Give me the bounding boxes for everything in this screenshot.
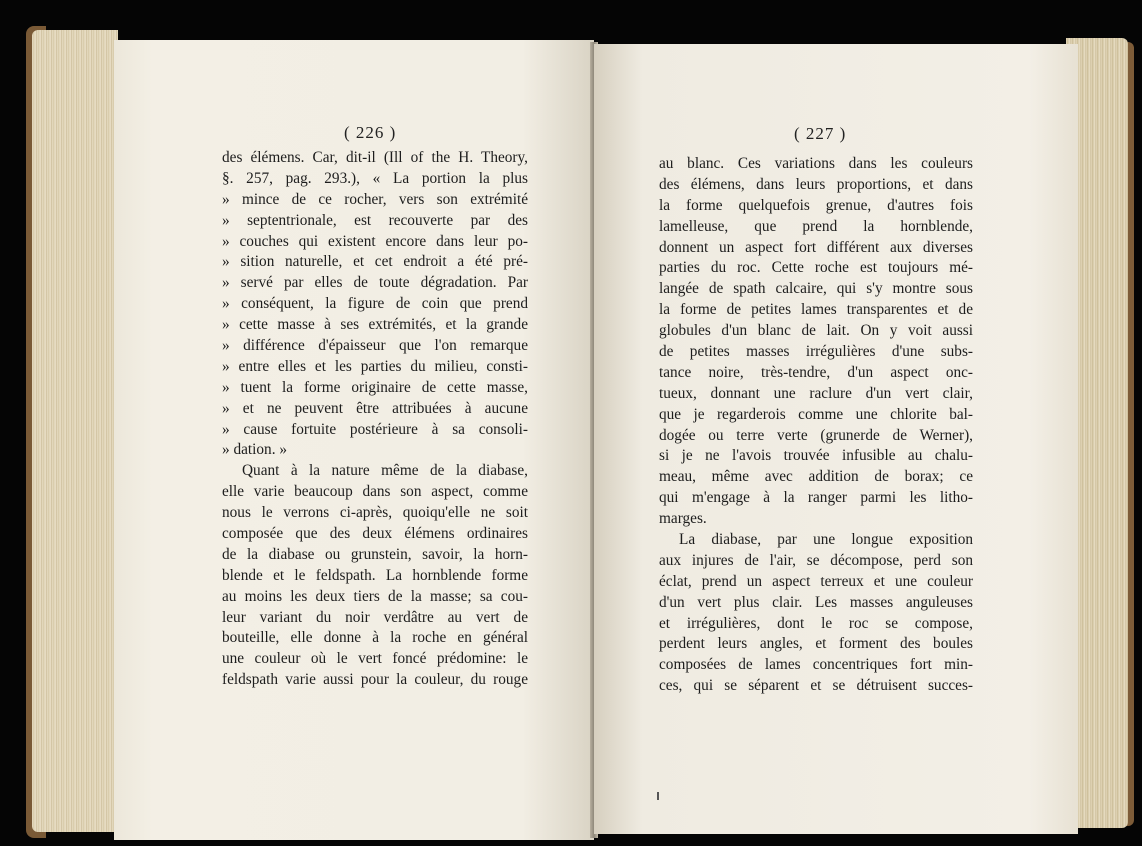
text-line: » dation. » [222,441,288,459]
text-line: ces, qui se séparent et se détruisent succes- [659,677,973,695]
text-line: » tuent la forme originaire de cette masse, [222,378,528,396]
text-line: parties du roc. Cette roche est toujours mé- [659,259,973,277]
text-line: de petites masses irrégulières d'une subs- [659,343,973,361]
page-body [222,148,528,691]
text-line: la forme de petites lames transparentes et de [659,301,973,319]
text-line: perdent leurs angles, et forment des boules [659,635,973,653]
text-line: » différence d'épaisseur que l'on remarque [222,337,528,355]
text-line: Quant à la nature même de la diabase, [242,462,528,480]
text-line: marges. [659,510,707,528]
text-line: » entre elles et les parties du milieu, consti- [222,357,528,375]
text-line: de la diabase ou grunstein, savoir, la horn- [222,545,528,563]
text-line: elle varie beaucoup dans son aspect, comme [222,483,528,501]
text-line: » septentrionale, est recouverte par des [222,211,528,229]
text-line: » cause fortuite postérieure à sa consoli- [222,420,528,438]
text-line: » couches qui existent encore dans leur po- [222,232,528,250]
page-number-header: ( 227 ) [794,124,847,143]
text-line: feldspath varie aussi pour la couleur, du rouge [222,671,528,689]
text-line: des élémens, dans leurs proportions, et dans [659,175,973,193]
text-line: leur variant du noir verdâtre au vert de [222,608,528,626]
text-line: tance noire, très-tendre, d'un aspect onc- [659,363,973,381]
text-line: une couleur où le vert foncé prédomine: le [222,650,528,668]
text-line: La diabase, par une longue exposition [679,531,973,549]
text-line: » et ne peuvent être attribuées à aucune [222,399,528,417]
text-line: langée de spath calcaire, qui s'y montre sous [659,280,973,298]
text-line: dogée ou terre verte (grunerde de Werner), [659,426,973,444]
page-number-header: ( 226 ) [344,123,397,142]
text-line: » servé par elles de toute dégradation. Par [222,274,528,292]
text-line: donnent un aspect fort différent aux diverses [659,238,973,256]
text-line: lamelleuse, que prend la hornblende, [659,217,973,235]
text-line: meau, même avec addition de borax; ce [659,468,973,486]
text-line: composées de lames concentriques fort min- [659,656,973,674]
text-line: la forme quelquefois grenue, d'autres fois [659,196,973,214]
ink-speck [657,792,659,800]
text-line: » conséquent, la figure de coin que prend [222,295,528,313]
text-line: bouteille, elle donne à la roche en général [222,629,528,647]
text-line: composée que des deux élémens ordinaires [222,525,528,543]
text-line: d'un vert plus clair. Les masses anguleuses [659,593,973,611]
open-book [18,18,1122,828]
text-line: qui m'engage à la ranger parmi les litho- [659,489,973,507]
text-line: aux injures de l'air, se décompose, perd son [659,551,973,569]
text-line: si je ne l'avois trouvée infusible au chalu- [659,447,973,465]
text-line: » sition naturelle, et cet endroit a été pré- [222,253,528,271]
text-line: éclat, prend un aspect terreux et une couleur [659,572,973,590]
text-line: globules d'un blanc de lait. On y voit aussi [659,322,973,340]
text-line: » mince de ce rocher, vers son extrémité [222,190,528,208]
text-line: que je regarderois comme une chlorite bal- [659,405,973,423]
text-line: au moins les deux tiers de la masse; sa cou- [222,587,528,605]
text-line: tueux, donnant une raclure d'un vert clair, [659,384,973,402]
left-page [114,40,594,840]
right-page [594,44,1078,834]
page-body [659,154,973,697]
text-line: des élémens. Car, dit-il (Ill of the H. Theory, [222,149,528,166]
text-line: » cette masse à ses extrémités, et la grande [222,316,528,334]
text-line: §. 257, pag. 293.), « La portion la plus [222,169,528,187]
text-line: nous le verrons ci-après, quoiqu'elle ne soit [222,504,528,522]
text-line: au blanc. Ces variations dans les couleurs [659,155,973,172]
left-page-edges [32,30,118,832]
text-line: et irrégulières, dont le roc se compose, [659,614,973,632]
text-line: blende et le feldspath. La hornblende forme [222,566,528,584]
